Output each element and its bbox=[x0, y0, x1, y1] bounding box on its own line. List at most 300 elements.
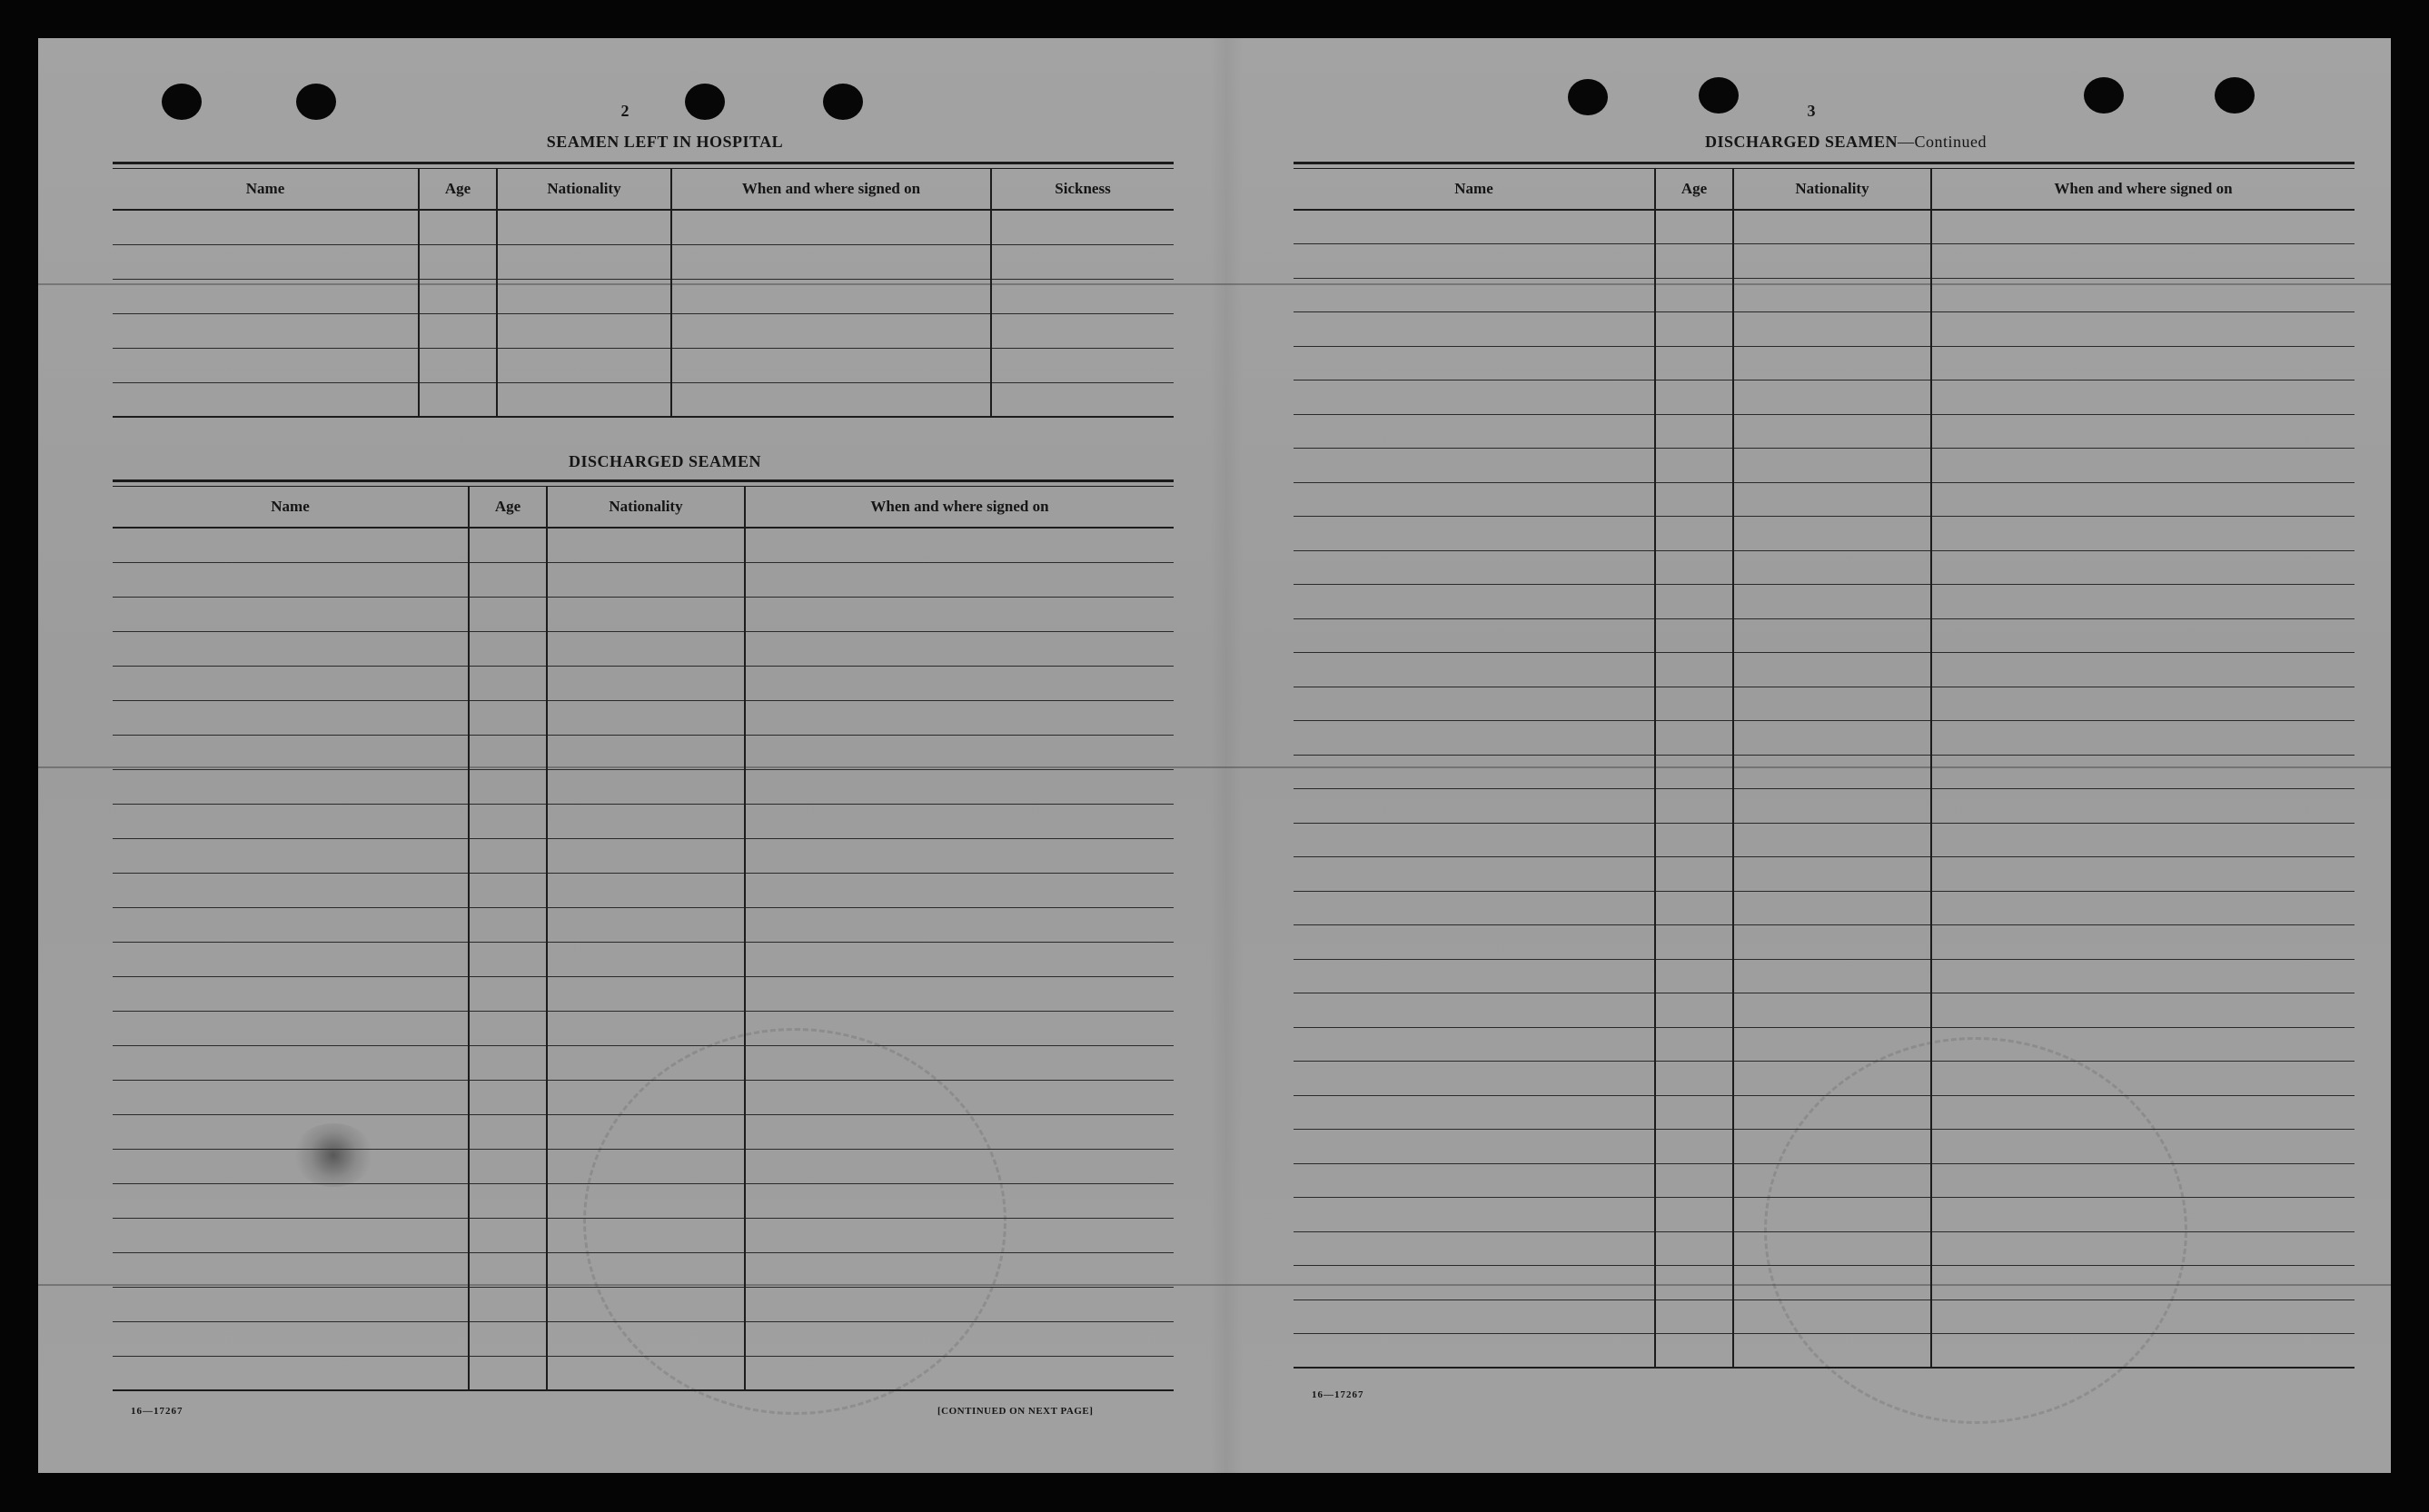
cell-when-and-where-signed-on bbox=[671, 210, 991, 244]
table-row bbox=[113, 279, 1174, 313]
table-row bbox=[1294, 1095, 2355, 1130]
cell-age bbox=[1655, 1300, 1733, 1334]
discharged-section-title: DISCHARGED SEAMEN bbox=[568, 452, 762, 470]
cell-name bbox=[113, 1252, 469, 1287]
page-number-right: 3 bbox=[1807, 102, 1816, 120]
cell-nationality bbox=[1733, 312, 1931, 347]
cell-name bbox=[1294, 993, 1655, 1028]
cell-sickness bbox=[991, 313, 1174, 348]
punch-hole bbox=[162, 84, 202, 120]
cell-name bbox=[113, 279, 419, 313]
punch-hole bbox=[296, 84, 336, 120]
cell-nationality bbox=[1733, 618, 1931, 653]
cell-nationality bbox=[547, 631, 745, 666]
cell-nationality bbox=[547, 1080, 745, 1114]
cell-name bbox=[113, 210, 419, 244]
cell-when-and-where-signed-on bbox=[1931, 1266, 2355, 1300]
page-fold bbox=[1210, 38, 1243, 1473]
cell-name bbox=[113, 562, 469, 597]
title-suffix: —Continued bbox=[1898, 133, 1988, 151]
table-row bbox=[113, 631, 1174, 666]
cell-when-and-where-signed-on bbox=[1931, 1095, 2355, 1130]
cell-age bbox=[1655, 210, 1733, 244]
section-rule bbox=[113, 479, 1174, 487]
cell-age bbox=[469, 1356, 547, 1390]
cell-nationality bbox=[1733, 210, 1931, 244]
cell-when-and-where-signed-on bbox=[745, 1045, 1174, 1080]
table-row bbox=[113, 1321, 1174, 1356]
cell-nationality bbox=[547, 838, 745, 873]
cell-age bbox=[419, 210, 497, 244]
table-row bbox=[113, 976, 1174, 1011]
cell-nationality bbox=[547, 804, 745, 838]
cell-when-and-where-signed-on bbox=[1931, 550, 2355, 585]
column-header-name: Name bbox=[113, 487, 469, 528]
cell-when-and-where-signed-on bbox=[745, 1321, 1174, 1356]
column-header-sickness: Sickness bbox=[991, 169, 1174, 210]
punch-hole bbox=[2215, 77, 2255, 114]
cell-nationality bbox=[1733, 1300, 1931, 1334]
cell-age bbox=[469, 1287, 547, 1321]
cell-name bbox=[113, 1356, 469, 1390]
cell-when-and-where-signed-on bbox=[745, 942, 1174, 976]
table-row bbox=[113, 562, 1174, 597]
cell-age bbox=[1655, 380, 1733, 415]
table-row bbox=[1294, 346, 2355, 380]
punch-hole bbox=[685, 84, 725, 120]
form-number-left: 16—17267 bbox=[131, 1406, 183, 1417]
cell-name bbox=[1294, 244, 1655, 279]
cell-nationality bbox=[497, 210, 671, 244]
cell-when-and-where-signed-on bbox=[745, 804, 1174, 838]
cell-nationality bbox=[1733, 1163, 1931, 1198]
cell-when-and-where-signed-on bbox=[1931, 1231, 2355, 1266]
cell-age bbox=[469, 666, 547, 700]
table-row bbox=[113, 1287, 1174, 1321]
cell-nationality bbox=[547, 1011, 745, 1045]
discharged-seamen-table bbox=[113, 487, 1174, 1391]
cell-name bbox=[1294, 1130, 1655, 1164]
cell-when-and-where-signed-on bbox=[671, 382, 991, 417]
cell-age bbox=[469, 769, 547, 804]
cell-when-and-where-signed-on bbox=[745, 838, 1174, 873]
cell-age bbox=[1655, 1231, 1733, 1266]
cell-age bbox=[1655, 482, 1733, 517]
cell-age bbox=[1655, 312, 1733, 347]
cell-when-and-where-signed-on bbox=[1931, 891, 2355, 925]
table-row bbox=[1294, 585, 2355, 619]
cell-name bbox=[113, 597, 469, 631]
column-header-age: Age bbox=[469, 487, 547, 528]
section-rule bbox=[1294, 162, 2355, 169]
cell-nationality bbox=[1733, 993, 1931, 1028]
column-header-name: Name bbox=[1294, 169, 1655, 210]
cell-nationality bbox=[497, 348, 671, 382]
cell-age bbox=[469, 528, 547, 562]
table-row bbox=[1294, 449, 2355, 483]
table-row bbox=[1294, 1130, 2355, 1164]
hospital-section-title: SEAMEN LEFT IN HOSPITAL bbox=[546, 133, 784, 151]
cell-when-and-where-signed-on bbox=[1931, 517, 2355, 551]
hospital-table bbox=[113, 169, 1174, 418]
table-row bbox=[113, 804, 1174, 838]
cell-nationality bbox=[547, 1287, 745, 1321]
cell-nationality bbox=[1733, 585, 1931, 619]
cell-when-and-where-signed-on bbox=[1931, 210, 2355, 244]
cell-name bbox=[113, 873, 469, 907]
cell-age bbox=[1655, 1027, 1733, 1062]
cell-age bbox=[1655, 585, 1733, 619]
cell-when-and-where-signed-on bbox=[1931, 312, 2355, 347]
cell-nationality bbox=[547, 1114, 745, 1149]
cell-when-and-where-signed-on bbox=[1931, 414, 2355, 449]
table-row bbox=[1294, 1163, 2355, 1198]
cell-name bbox=[1294, 1062, 1655, 1096]
table-row bbox=[113, 348, 1174, 382]
cell-name bbox=[1294, 1300, 1655, 1334]
cell-name bbox=[1294, 823, 1655, 857]
cell-nationality bbox=[1733, 414, 1931, 449]
cell-age bbox=[1655, 891, 1733, 925]
cell-name bbox=[1294, 925, 1655, 960]
cell-name bbox=[1294, 1095, 1655, 1130]
form-number-right: 16—17267 bbox=[1312, 1389, 1364, 1400]
cell-name bbox=[113, 838, 469, 873]
cell-nationality bbox=[1733, 550, 1931, 585]
cell-nationality bbox=[547, 1321, 745, 1356]
cell-age bbox=[1655, 449, 1733, 483]
cell-name bbox=[113, 244, 419, 279]
table-row bbox=[1294, 278, 2355, 312]
cell-nationality bbox=[1733, 449, 1931, 483]
cell-age bbox=[1655, 823, 1733, 857]
cell-age bbox=[419, 348, 497, 382]
table-row bbox=[1294, 312, 2355, 347]
cell-when-and-where-signed-on bbox=[745, 1287, 1174, 1321]
title-main: DISCHARGED SEAMEN bbox=[1704, 133, 1899, 151]
cell-age bbox=[419, 382, 497, 417]
cell-age bbox=[469, 1080, 547, 1114]
cell-nationality bbox=[497, 279, 671, 313]
cell-age bbox=[469, 838, 547, 873]
cell-name bbox=[113, 1080, 469, 1114]
cell-when-and-where-signed-on bbox=[745, 769, 1174, 804]
table-row bbox=[1294, 687, 2355, 721]
column-header-when-and-where-signed-on: When and where signed on bbox=[671, 169, 991, 210]
cell-when-and-where-signed-on bbox=[1931, 1062, 2355, 1096]
table-row bbox=[1294, 1062, 2355, 1096]
cell-sickness bbox=[991, 210, 1174, 244]
column-header-nationality: Nationality bbox=[497, 169, 671, 210]
cell-name bbox=[113, 942, 469, 976]
table-row bbox=[1294, 550, 2355, 585]
cell-age bbox=[1655, 857, 1733, 892]
cell-age bbox=[469, 1218, 547, 1252]
cell-nationality bbox=[1733, 1095, 1931, 1130]
cell-nationality bbox=[1733, 1231, 1931, 1266]
cell-when-and-where-signed-on bbox=[671, 313, 991, 348]
cell-name bbox=[1294, 380, 1655, 415]
cell-when-and-where-signed-on bbox=[745, 1183, 1174, 1218]
cell-age bbox=[1655, 993, 1733, 1028]
cell-name bbox=[1294, 755, 1655, 789]
cell-when-and-where-signed-on bbox=[1931, 1198, 2355, 1232]
cell-nationality bbox=[1733, 517, 1931, 551]
cell-when-and-where-signed-on bbox=[1931, 959, 2355, 993]
cell-when-and-where-signed-on bbox=[745, 873, 1174, 907]
table-row bbox=[113, 907, 1174, 942]
cell-name bbox=[1294, 585, 1655, 619]
table-row bbox=[1294, 1300, 2355, 1334]
cell-age bbox=[1655, 1198, 1733, 1232]
cell-name bbox=[1294, 414, 1655, 449]
section-rule bbox=[113, 162, 1174, 169]
table-row bbox=[1294, 891, 2355, 925]
cell-when-and-where-signed-on bbox=[745, 1218, 1174, 1252]
continued-note: [CONTINUED ON NEXT PAGE] bbox=[937, 1406, 1094, 1417]
cell-nationality bbox=[497, 313, 671, 348]
table-row bbox=[1294, 823, 2355, 857]
cell-when-and-where-signed-on bbox=[745, 631, 1174, 666]
cell-nationality bbox=[1733, 1062, 1931, 1096]
column-header-age: Age bbox=[1655, 169, 1733, 210]
cell-name bbox=[113, 666, 469, 700]
cell-nationality bbox=[1733, 891, 1931, 925]
table-row bbox=[113, 1045, 1174, 1080]
cell-name bbox=[1294, 346, 1655, 380]
table-row bbox=[1294, 244, 2355, 279]
cell-nationality bbox=[1733, 1266, 1931, 1300]
cell-when-and-where-signed-on bbox=[1931, 687, 2355, 721]
cell-nationality bbox=[1733, 1334, 1931, 1369]
cell-nationality bbox=[547, 735, 745, 769]
cell-age bbox=[1655, 346, 1733, 380]
table-row bbox=[1294, 1266, 2355, 1300]
cell-when-and-where-signed-on bbox=[1931, 857, 2355, 892]
cell-name bbox=[113, 1114, 469, 1149]
table-row bbox=[1294, 414, 2355, 449]
punch-hole bbox=[1699, 77, 1739, 114]
cell-age bbox=[469, 907, 547, 942]
cell-age bbox=[1655, 925, 1733, 960]
table-row bbox=[1294, 1231, 2355, 1266]
punch-hole bbox=[1568, 79, 1608, 115]
cell-age bbox=[469, 1321, 547, 1356]
discharged-continued-title bbox=[1546, 133, 2146, 152]
cell-nationality bbox=[1733, 721, 1931, 756]
table-row bbox=[113, 1356, 1174, 1390]
cell-when-and-where-signed-on bbox=[745, 666, 1174, 700]
table-row bbox=[113, 528, 1174, 562]
cell-name bbox=[1294, 857, 1655, 892]
table-row bbox=[1294, 755, 2355, 789]
cell-nationality bbox=[547, 873, 745, 907]
cell-age bbox=[1655, 1062, 1733, 1096]
cell-nationality bbox=[1733, 857, 1931, 892]
cell-nationality bbox=[1733, 653, 1931, 687]
table-row bbox=[113, 1114, 1174, 1149]
cell-age bbox=[469, 562, 547, 597]
cell-when-and-where-signed-on bbox=[745, 1011, 1174, 1045]
table-row bbox=[1294, 857, 2355, 892]
cell-age bbox=[1655, 244, 1733, 279]
cell-age bbox=[469, 597, 547, 631]
cell-when-and-where-signed-on bbox=[1931, 278, 2355, 312]
cell-name bbox=[113, 976, 469, 1011]
cell-nationality bbox=[1733, 1027, 1931, 1062]
cell-when-and-where-signed-on bbox=[1931, 585, 2355, 619]
cell-age bbox=[419, 279, 497, 313]
cell-when-and-where-signed-on bbox=[1931, 244, 2355, 279]
cell-name bbox=[1294, 618, 1655, 653]
cell-name bbox=[113, 1321, 469, 1356]
table-row bbox=[1294, 380, 2355, 415]
cell-age bbox=[1655, 1266, 1733, 1300]
table-row bbox=[113, 838, 1174, 873]
table-row bbox=[113, 1011, 1174, 1045]
cell-name bbox=[1294, 449, 1655, 483]
cell-when-and-where-signed-on bbox=[1931, 925, 2355, 960]
table-row bbox=[1294, 1198, 2355, 1232]
cell-when-and-where-signed-on bbox=[745, 976, 1174, 1011]
cell-name bbox=[1294, 482, 1655, 517]
cell-age bbox=[469, 942, 547, 976]
cell-when-and-where-signed-on bbox=[1931, 789, 2355, 824]
cell-name bbox=[1294, 278, 1655, 312]
cell-name bbox=[1294, 721, 1655, 756]
cell-nationality bbox=[1733, 380, 1931, 415]
cell-age bbox=[469, 804, 547, 838]
cell-age bbox=[469, 735, 547, 769]
cell-age bbox=[1655, 414, 1733, 449]
cell-age bbox=[1655, 959, 1733, 993]
cell-when-and-where-signed-on bbox=[1931, 618, 2355, 653]
discharged-seamen-continued-table bbox=[1294, 169, 2355, 1369]
cell-when-and-where-signed-on bbox=[745, 907, 1174, 942]
cell-name bbox=[1294, 1266, 1655, 1300]
cell-name bbox=[113, 769, 469, 804]
cell-nationality bbox=[547, 1356, 745, 1390]
cell-when-and-where-signed-on bbox=[1931, 346, 2355, 380]
cell-nationality bbox=[1733, 244, 1931, 279]
cell-name bbox=[1294, 1027, 1655, 1062]
cell-when-and-where-signed-on bbox=[1931, 653, 2355, 687]
cell-age bbox=[1655, 618, 1733, 653]
column-header-when-and-where-signed-on: When and where signed on bbox=[1931, 169, 2355, 210]
cell-age bbox=[1655, 721, 1733, 756]
cell-when-and-where-signed-on bbox=[745, 562, 1174, 597]
cell-age bbox=[469, 1183, 547, 1218]
cell-when-and-where-signed-on bbox=[745, 735, 1174, 769]
cell-age bbox=[1655, 1163, 1733, 1198]
cell-age bbox=[1655, 278, 1733, 312]
table-row bbox=[113, 382, 1174, 417]
cell-age bbox=[469, 1011, 547, 1045]
table-row bbox=[1294, 925, 2355, 960]
cell-nationality bbox=[1733, 346, 1931, 380]
cell-when-and-where-signed-on bbox=[671, 348, 991, 382]
table-row bbox=[1294, 789, 2355, 824]
table-row bbox=[113, 1183, 1174, 1218]
table-row bbox=[1294, 618, 2355, 653]
table-row bbox=[1294, 993, 2355, 1028]
cell-when-and-where-signed-on bbox=[745, 700, 1174, 735]
cell-nationality bbox=[1733, 755, 1931, 789]
cell-when-and-where-signed-on bbox=[1931, 993, 2355, 1028]
cell-nationality bbox=[547, 942, 745, 976]
cell-nationality bbox=[497, 382, 671, 417]
table-row bbox=[113, 313, 1174, 348]
table-row bbox=[1294, 653, 2355, 687]
cell-name bbox=[1294, 653, 1655, 687]
cell-nationality bbox=[547, 976, 745, 1011]
cell-nationality bbox=[1733, 1198, 1931, 1232]
table-row bbox=[113, 873, 1174, 907]
cell-when-and-where-signed-on bbox=[1931, 380, 2355, 415]
table-row bbox=[1294, 1027, 2355, 1062]
cell-age bbox=[1655, 1130, 1733, 1164]
punch-hole bbox=[2084, 77, 2124, 114]
table-row bbox=[113, 666, 1174, 700]
cell-when-and-where-signed-on bbox=[745, 597, 1174, 631]
cell-nationality bbox=[1733, 278, 1931, 312]
cell-age bbox=[469, 700, 547, 735]
cell-nationality bbox=[497, 244, 671, 279]
cell-nationality bbox=[1733, 687, 1931, 721]
table-row bbox=[113, 942, 1174, 976]
cell-age bbox=[469, 1252, 547, 1287]
cell-when-and-where-signed-on bbox=[745, 1252, 1174, 1287]
cell-when-and-where-signed-on bbox=[671, 279, 991, 313]
cell-name bbox=[1294, 312, 1655, 347]
cell-nationality bbox=[1733, 789, 1931, 824]
cell-when-and-where-signed-on bbox=[1931, 1300, 2355, 1334]
cell-age bbox=[1655, 755, 1733, 789]
cell-age bbox=[469, 976, 547, 1011]
cell-nationality bbox=[547, 907, 745, 942]
cell-name bbox=[1294, 550, 1655, 585]
cell-name bbox=[113, 700, 469, 735]
page-number-left: 2 bbox=[620, 102, 630, 120]
scanned-document bbox=[38, 38, 2391, 1473]
table-row bbox=[113, 1218, 1174, 1252]
cell-name bbox=[1294, 959, 1655, 993]
table-row bbox=[113, 210, 1174, 244]
cell-nationality bbox=[547, 597, 745, 631]
cell-when-and-where-signed-on bbox=[1931, 1163, 2355, 1198]
cell-nationality bbox=[547, 1183, 745, 1218]
cell-age bbox=[1655, 789, 1733, 824]
cell-nationality bbox=[547, 700, 745, 735]
cell-name bbox=[113, 1011, 469, 1045]
column-header-nationality: Nationality bbox=[547, 487, 745, 528]
cell-when-and-where-signed-on bbox=[745, 1114, 1174, 1149]
cell-nationality bbox=[547, 562, 745, 597]
cell-nationality bbox=[1733, 959, 1931, 993]
cell-nationality bbox=[547, 666, 745, 700]
cell-nationality bbox=[1733, 925, 1931, 960]
cell-name bbox=[1294, 517, 1655, 551]
cell-age bbox=[1655, 517, 1733, 551]
cell-when-and-where-signed-on bbox=[1931, 449, 2355, 483]
cell-name bbox=[113, 1149, 469, 1183]
cell-when-and-where-signed-on bbox=[745, 1149, 1174, 1183]
cell-name bbox=[1294, 1231, 1655, 1266]
cell-age bbox=[469, 873, 547, 907]
column-header-nationality: Nationality bbox=[1733, 169, 1931, 210]
cell-name bbox=[1294, 1334, 1655, 1369]
cell-nationality bbox=[547, 1045, 745, 1080]
